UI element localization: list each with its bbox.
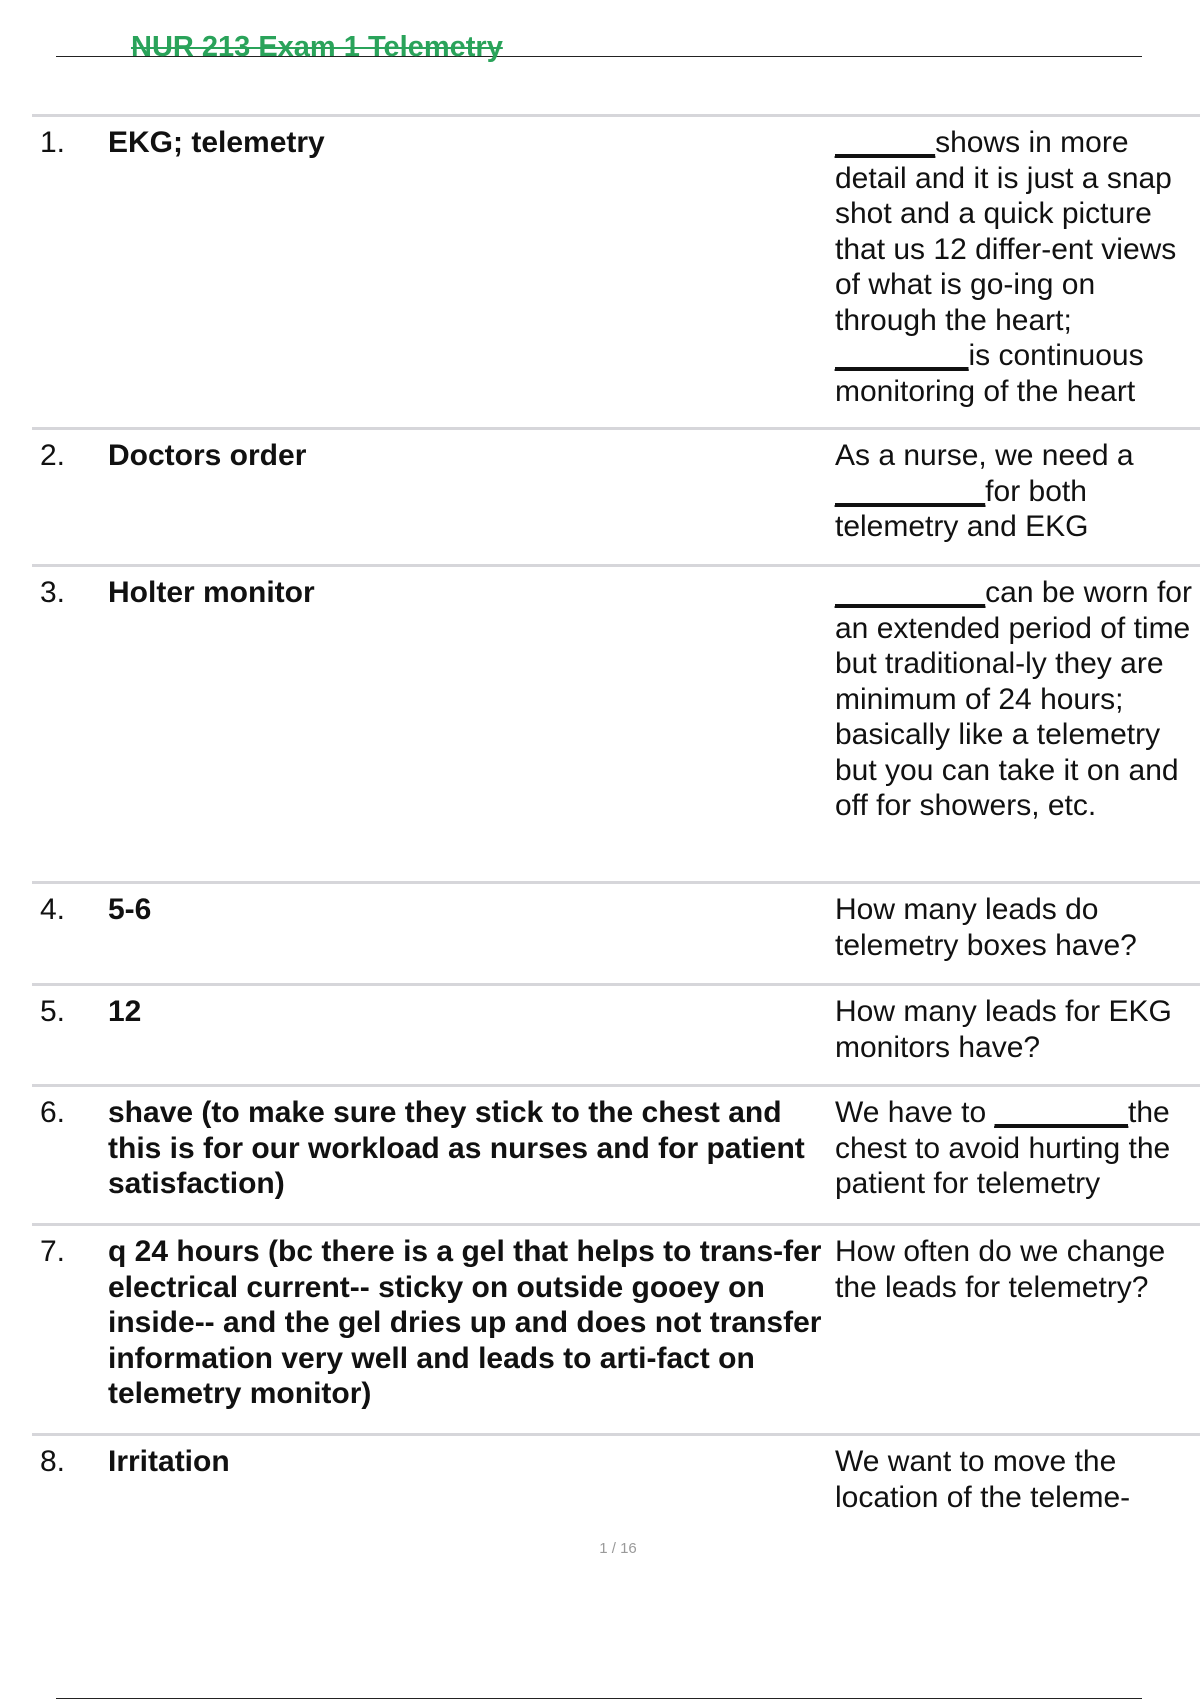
fill-blank: _________ [835, 474, 986, 508]
card-number: 6. [40, 1096, 66, 1129]
card-definition: We want to move the location of the teleme- [835, 1445, 1131, 1514]
card-term: Doctors order [108, 439, 307, 472]
fill-blank: _________ [835, 576, 986, 609]
card-term: Holter monitor [108, 576, 315, 609]
card-row [32, 881, 1200, 983]
card-row [32, 114, 1200, 427]
card-definition: We have to ________the chest to avoid hurting the patient for telemetry [835, 1096, 1171, 1200]
fill-blank: ________ [835, 339, 969, 372]
fill-blank: ______ [835, 126, 936, 159]
card-number: 2. [40, 439, 66, 472]
card-definition: How many leads for EKG monitors have? [835, 995, 1172, 1064]
card-term: EKG; telemetry [108, 126, 325, 159]
card-number: 5. [40, 995, 66, 1028]
card-row [32, 983, 1200, 1084]
page-number: 1 / 16 [599, 1540, 637, 1557]
card-definition: _________can be worn for an extended period of time but traditional-ly they are minimum of 24 hours; basically like a telemetry but you can take it on and off for showers, etc. [835, 576, 1192, 822]
card-definition: How many leads do telemetry boxes have? [835, 893, 1137, 962]
card-definition: How often do we change the leads for telemetry? [835, 1235, 1166, 1304]
card-term: shave (to make sure they stick to the chest and this is for our workload as nurses and for patient satisfaction) [108, 1096, 805, 1200]
card-row [32, 1433, 1200, 1523]
card-row [32, 1223, 1200, 1433]
card-term: Irritation [108, 1445, 230, 1478]
flashcard-list [32, 114, 1200, 1523]
card-term: 12 [108, 995, 142, 1028]
card-number: 1. [40, 126, 66, 159]
fill-blank: ________ [994, 1096, 1129, 1129]
card-number: 4. [40, 893, 66, 926]
card-number: 7. [40, 1235, 66, 1268]
card-row [32, 1084, 1200, 1223]
card-row [32, 564, 1200, 881]
document-title: NUR 213 Exam 1 Telemetry [131, 31, 503, 63]
card-definition: As a nurse, we need a _________for both telemetry and EKG [835, 439, 1134, 543]
card-row [32, 427, 1200, 564]
card-term: 5-6 [108, 893, 152, 926]
card-definition: ______shows in more detail and it is just a snap shot and a quick picture that us 12 differ-ent views of what is go-ing on through the heart; ________is continuous monitoring of the heart [835, 126, 1177, 408]
card-term: q 24 hours (bc there is a gel that helps to trans-fer electrical current-- sticky on outside gooey on inside-- and the gel dries up and does not transfer information very well and leads to arti-fact on telemetry monitor) [108, 1235, 822, 1410]
footer-rule [56, 1698, 1142, 1699]
card-number: 8. [40, 1445, 66, 1478]
card-number: 3. [40, 576, 66, 609]
